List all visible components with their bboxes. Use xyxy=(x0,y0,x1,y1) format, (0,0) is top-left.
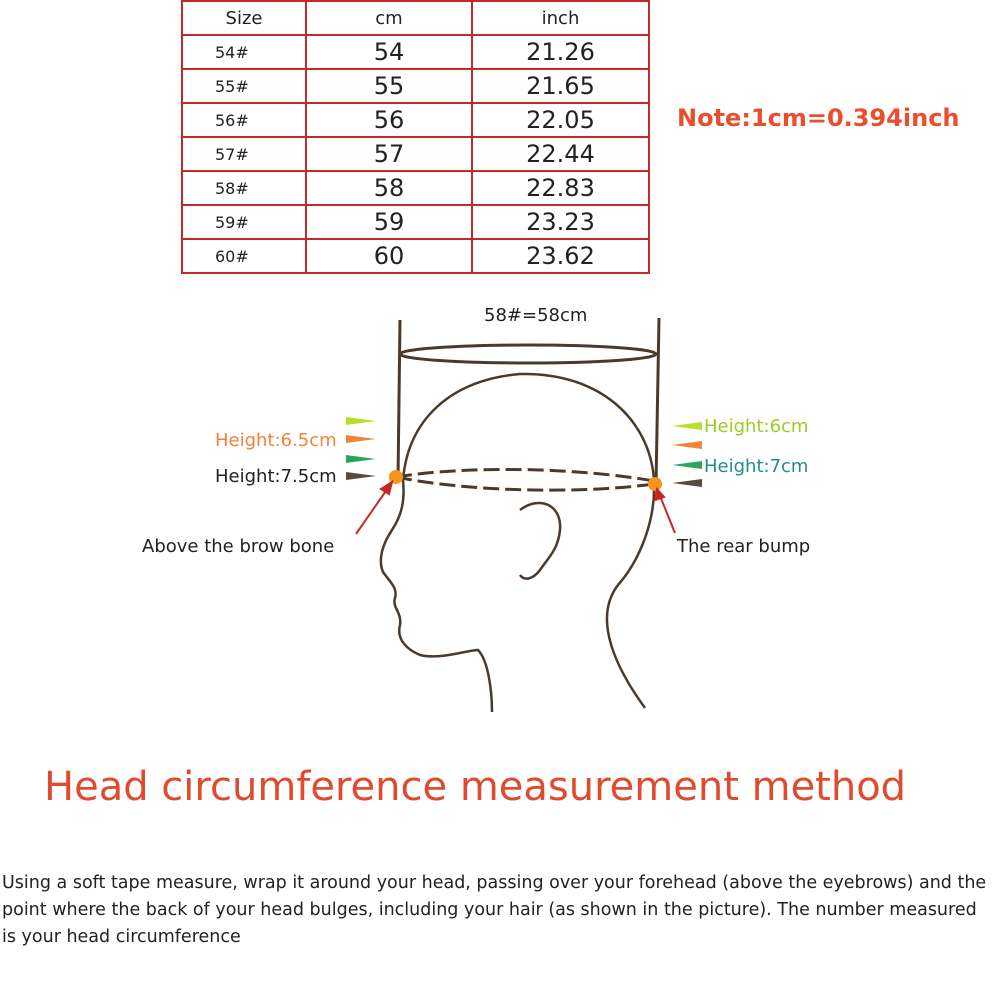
ear-outline xyxy=(520,503,560,579)
inch-cell: 21.26 xyxy=(472,35,649,69)
inch-cell: 21.65 xyxy=(472,69,649,103)
hat-brim-ellipse xyxy=(400,345,656,363)
inch-cell: 22.44 xyxy=(472,137,649,171)
cm-cell: 59 xyxy=(306,205,472,239)
page-title: Head circumference measurement method xyxy=(44,764,907,810)
size-cell: 56# xyxy=(182,103,306,137)
instructions-text: Using a soft tape measure, wrap it around your head, passing over your forehead (above the eyebrows) and the point where the back of your head bulges, including your hair (as shown in the picture). The number measured is your head circumference xyxy=(2,873,987,947)
cm-cell: 60 xyxy=(306,239,472,273)
size-cell: 59# xyxy=(182,205,306,239)
green-triangle-right xyxy=(672,461,702,469)
size-cell: 55# xyxy=(182,69,306,103)
rear-point-label: The rear bump xyxy=(677,536,811,557)
cm-cell: 55 xyxy=(306,69,472,103)
orange-triangle-left xyxy=(346,435,376,443)
conversion-note: Note:1cm=0.394inch xyxy=(677,104,960,132)
cm-cell: 56 xyxy=(306,103,472,137)
front-arrow xyxy=(356,488,388,534)
inch-cell: 22.83 xyxy=(472,171,649,205)
size-cell: 57# xyxy=(182,137,306,171)
front-point-label: Above the brow bone xyxy=(142,536,335,557)
hat-size-label: 58#=58cm xyxy=(484,305,588,326)
inch-cell: 23.62 xyxy=(472,239,649,273)
height-6-5-label: Height:6.5cm xyxy=(215,430,337,451)
size-column-header: Size xyxy=(182,1,306,35)
height-7-label: Height:7cm xyxy=(704,456,809,477)
rear-arrow xyxy=(660,496,675,533)
measuring-tape xyxy=(396,469,654,481)
head-outline xyxy=(381,374,654,712)
inch-cell: 22.05 xyxy=(472,103,649,137)
inch-cell: 23.23 xyxy=(472,205,649,239)
lime-triangle-left xyxy=(346,417,376,425)
brown-triangle-left xyxy=(346,472,376,480)
height-7-5-label: Height:7.5cm xyxy=(215,466,337,487)
cm-column-header: cm xyxy=(306,1,472,35)
rear-point-marker xyxy=(648,477,662,491)
hat-right-edge xyxy=(656,318,659,485)
size-cell: 60# xyxy=(182,239,306,273)
orange-triangle-right xyxy=(672,441,702,449)
lime-triangle-right xyxy=(672,422,702,430)
cm-cell: 54 xyxy=(306,35,472,69)
hat-left-edge xyxy=(398,320,400,480)
size-cell: 54# xyxy=(182,35,306,69)
brown-triangle-right xyxy=(672,479,702,487)
cm-cell: 57 xyxy=(306,137,472,171)
height-6-label: Height:6cm xyxy=(704,416,809,437)
cm-cell: 58 xyxy=(306,171,472,205)
green-triangle-left xyxy=(346,455,376,463)
size-cell: 58# xyxy=(182,171,306,205)
inch-column-header: inch xyxy=(472,1,649,35)
